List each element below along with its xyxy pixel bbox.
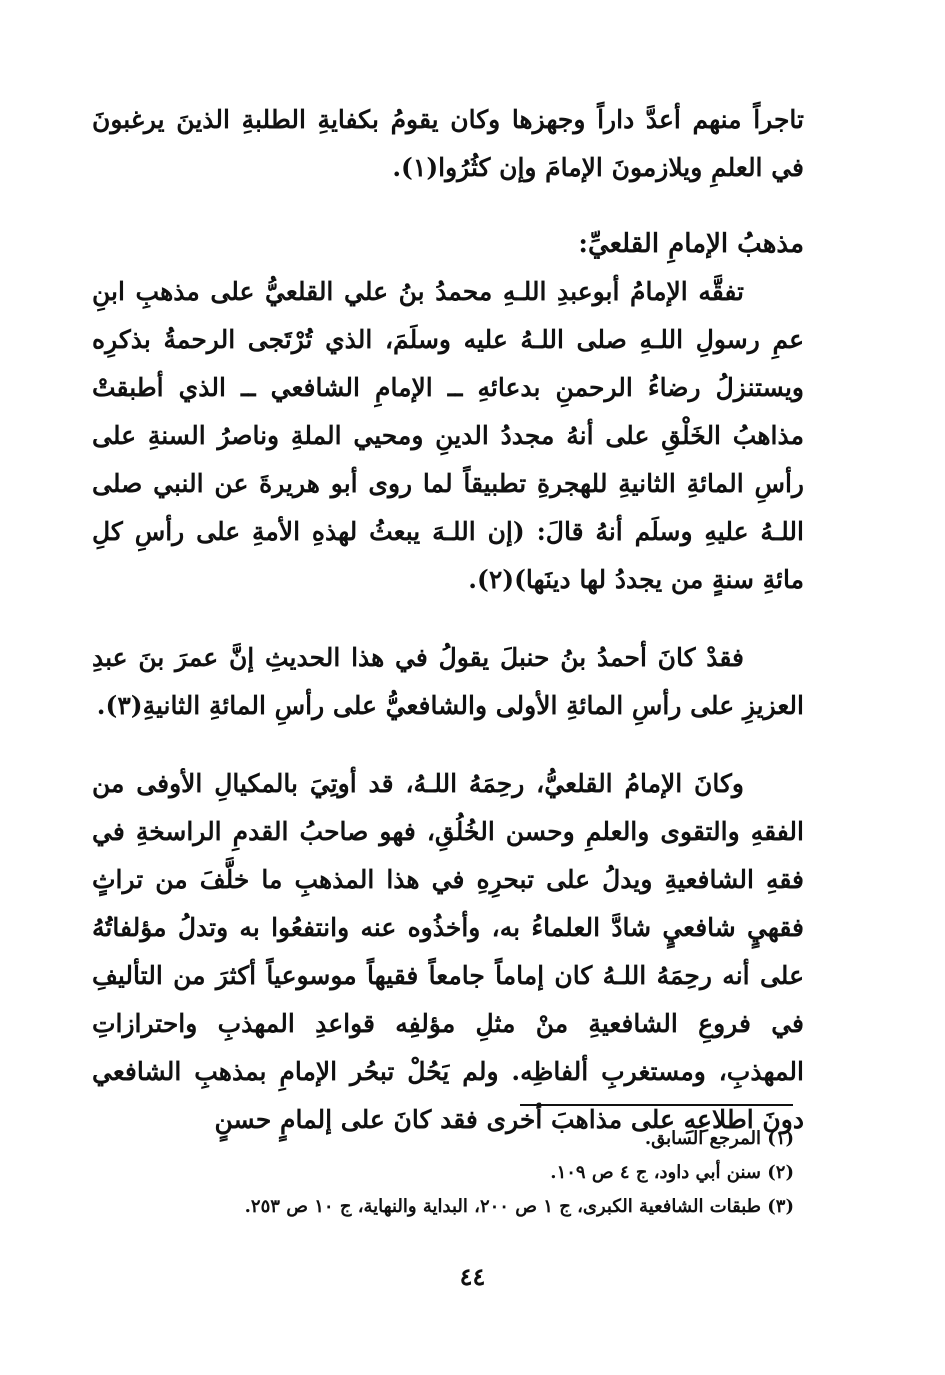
paragraph-madhab: تفقَّه الإمامُ أبوعبدِ اللـهِ محمدُ بنُ علي القلعيُّ على مذهبِ ابنِ عمِ رسولِ اللـهِ صلى اللـهُ عليه وسلَمَ، الذي تُرْتَجى الرحمةُ بذكرِه ويستنزلُ رضاءُ الرحمنِ بدعائهِ ــ الإمامِ الشافعي ــ الذي أطبقتْ مذاهبُ الخَلْقِ على أنهُ مجددُ الدينِ ومحيي الملةِ وناصرُ السنةِ على رأسِ المائةِ الثانيةِ للهجرةِ تطبيقاً لما روى أبو هريرةَ عن النبي صلى اللـهُ عليهِ وسلَم أنهُ قالَ: (إن اللـهَ يبعثُ لهذهِ الأمةِ على رأسِ كلِ مائةِ سنةٍ من يجددُ لها دينَها)(٢). <box>92 277 804 594</box>
paragraph-ahmad: فقدْ كانَ أحمدُ بنُ حنبلَ يقولُ في هذا الحديثِ إنَّ عمرَ بنَ عبدِ العزيزِ على رأسِ المائةِ الأولى والشافعيُّ على رأسِ المائةِ الثانيةِ(٣). <box>92 643 804 720</box>
footnote-1: (١) المرجع السابق. <box>644 1128 794 1149</box>
footnotes <box>92 1122 794 1224</box>
footnote-3: (٣) طبقات الشافعية الكبرى، ج ١ ص ٢٠٠، البداية والنهاية، ج ١٠ ص ٢٥٣. <box>244 1196 794 1217</box>
footnote-2: (٢) سنن أبي داود، ج ٤ ص ١٠٩. <box>550 1162 794 1183</box>
paragraph-qalai: وكانَ الإمامُ القلعيُّ، رحِمَهُ اللـهُ، قد أوتِيَ بالمكيالِ الأوفى من الفقهِ والتقوى والعلمِ وحسن الخُلُقِ، فهو صاحبُ القدمِ الراسخةِ في فقهِ الشافعيةِ ويدلُ على تبحرِهِ في هذا المذهبِ ما خلَّفَ من تراثٍ فقهيٍ شافعيٍ شادَّ العلماءُ به، وأخذُوه عنه وانتفعُوا به وتدلُ مؤلفاتُهُ على أنه رحِمَهُ اللـهُ كان إماماً جامعاً فقيهاً موسوعياً أكثرَ من التأليفِ في فروعِ الشافعيةِ منْ مثلِ مؤلفِه قواعدِ المهذبِ واحترازاتِ المهذبِ، ومستغربِ ألفاظِه. ولم يَحُلْ تبحُر الإمامِ بمذهبِ الشافعي دونَ اطلاعِهِ على مذاهبَ أخرى فقد كانَ على إلمامٍ حسنٍ <box>92 769 804 1134</box>
footnote-divider <box>520 1104 793 1106</box>
page-body <box>92 96 804 1144</box>
intro-paragraph: تاجراً منهم أعدَّ داراً وجهزها وكان يقومُ بكفايةِ الطلبةِ الذينَ يرغبونَ في العلمِ ويلازمونَ الإمامَ وإن كثُرُوا(١). <box>92 105 804 182</box>
page-number: ٤٤ <box>459 1262 486 1291</box>
section-heading: مذهبُ الإمامِ القلعيِّ: <box>578 229 804 259</box>
